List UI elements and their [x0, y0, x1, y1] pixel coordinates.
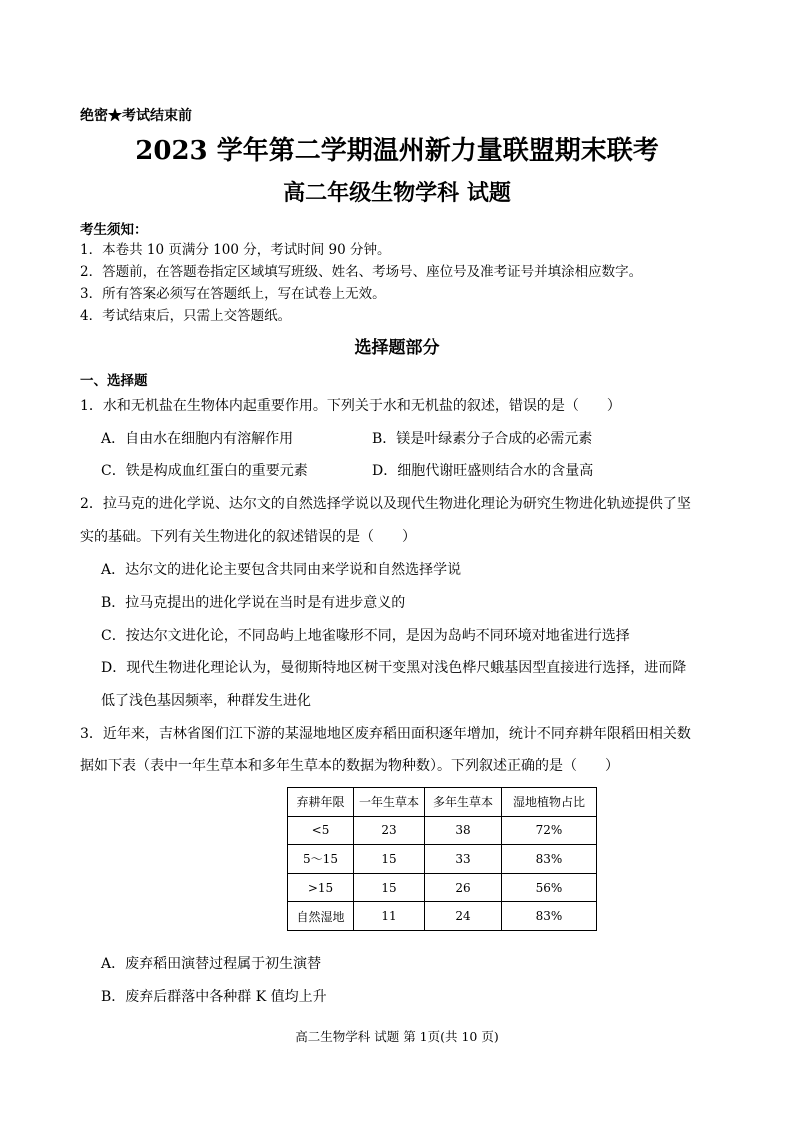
table-cell: 15 [354, 873, 425, 902]
table-cell: 33 [425, 845, 502, 874]
notice-item: 2．答题前，在答题卷指定区域填写班级、姓名、考场号、座位号及准考证号并填涂相应数字。 [80, 264, 643, 280]
table-cell: <5 [288, 816, 354, 845]
question-2-option-a: A．达尔文的进化论主要包含共同由来学说和自然选择学说 [101, 562, 462, 578]
table-cell: 15 [354, 845, 425, 874]
question-1-option-c: C．铁是构成血红蛋白的重要元素 [101, 463, 308, 479]
table-cell: >15 [288, 873, 354, 902]
table-cell: 26 [425, 873, 502, 902]
table-cell: 38 [425, 816, 502, 845]
page-footer: 高二生物学科 试题 第 1页(共 10 页) [295, 1029, 499, 1044]
table-cell: 24 [425, 902, 502, 931]
part-heading: 一、选择题 [80, 373, 148, 389]
question-2-option-d-cont: 低了浅色基因频率，种群发生进化 [101, 693, 311, 709]
question-2-stem-cont: 实的基础。下列有关生物进化的叙述错误的是（ ） [80, 529, 416, 545]
question-1-stem: 1．水和无机盐在生物体内起重要作用。下列关于水和无机盐的叙述，错误的是（ ） [80, 398, 621, 414]
table-row [288, 873, 597, 902]
question-3-stem-cont: 据如下表（表中一年生草本和多年生草本的数据为物种数）。下列叙述正确的是（ ） [80, 758, 619, 774]
table-header-cell: 多年生草本 [425, 788, 502, 817]
table-cell: 56% [502, 873, 597, 902]
question-3-option-b: B．废弃后群落中各种群 K 值均上升 [101, 989, 327, 1005]
table-cell: 23 [354, 816, 425, 845]
table-cell: 5～15 [288, 845, 354, 874]
question-1-option-b: B．镁是叶绿素分子合成的必需元素 [372, 431, 593, 447]
table-row [288, 816, 597, 845]
table-cell: 72% [502, 816, 597, 845]
table-header-row [288, 788, 597, 817]
section-title: 选择题部分 [354, 338, 440, 358]
table-row [288, 845, 597, 874]
question-1-option-d: D．细胞代谢旺盛则结合水的含量高 [372, 463, 594, 479]
question-2-option-d: D．现代生物进化理论认为，曼彻斯特地区树干变黑对浅色桦尺蛾基因型直接进行选择，进而降 [101, 660, 687, 676]
question-3-option-a: A．废弃稻田演替过程属于初生演替 [101, 956, 322, 972]
question-2-option-c: C．按达尔文进化论，不同岛屿上地雀喙形不同，是因为岛屿不同环境对地雀进行选择 [101, 628, 630, 644]
exam-title: 2023 学年第二学期温州新力量联盟期末联考 [135, 136, 659, 166]
table-header-cell: 一年生草本 [354, 788, 425, 817]
table-cell: 自然湿地 [288, 902, 354, 931]
confidential-label: 绝密★考试结束前 [80, 108, 192, 124]
question-1-option-a: A．自由水在细胞内有溶解作用 [101, 431, 294, 447]
question-3-stem: 3．近年来，吉林省图们江下游的某湿地地区废弃稻田面积逐年增加，统计不同弃耕年限稻田相关数 [80, 726, 691, 742]
notice-item: 4．考试结束后，只需上交答题纸。 [80, 308, 292, 324]
table-cell: 83% [502, 902, 597, 931]
notice-item: 1．本卷共 10 页满分 100 分，考试时间 90 分钟。 [80, 242, 391, 258]
table-header-cell: 弃耕年限 [288, 788, 354, 817]
table-row [288, 902, 597, 931]
data-table [287, 787, 597, 931]
question-2-option-b: B．拉马克提出的进化学说在当时是有进步意义的 [101, 595, 406, 611]
notice-heading: 考生须知： [80, 222, 148, 238]
table-cell: 11 [354, 902, 425, 931]
exam-subtitle: 高二年级生物学科 试题 [283, 180, 511, 206]
table-cell: 83% [502, 845, 597, 874]
notice-item: 3．所有答案必须写在答题纸上，写在试卷上无效。 [80, 286, 386, 302]
table-header-cell: 湿地植物占比 [502, 788, 597, 817]
question-2-stem: 2．拉马克的进化学说、达尔文的自然选择学说以及现代生物进化理论为研究生物进化轨迹提供了坚 [80, 496, 691, 512]
